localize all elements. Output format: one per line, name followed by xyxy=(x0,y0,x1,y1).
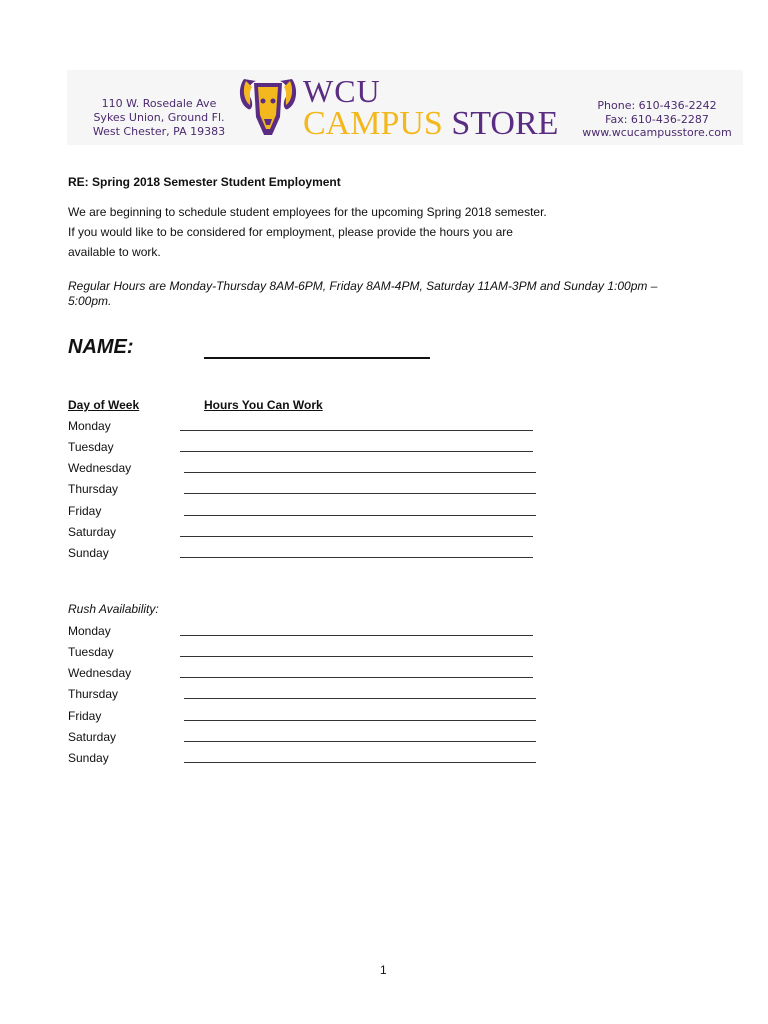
body-paragraph-line: available to work. xyxy=(68,245,161,259)
contact-phone: Phone: 610-436-2242 xyxy=(597,99,717,112)
store-address xyxy=(84,97,234,139)
ram-logo-icon xyxy=(236,73,300,139)
store-contact xyxy=(582,99,732,140)
body-paragraph-line: If you would like to be considered for employment, please provide the hours you are xyxy=(68,225,513,239)
hours-field-monday[interactable] xyxy=(180,430,533,431)
rush-hours-field-wednesday[interactable] xyxy=(180,677,533,678)
hours-field-wednesday[interactable] xyxy=(184,472,536,473)
page-number: 1 xyxy=(380,963,387,977)
logo-wordmark-campus-store xyxy=(303,104,558,144)
rush-hours-field-sunday[interactable] xyxy=(184,762,536,763)
name-label: NAME: xyxy=(68,336,134,358)
logo-campus-text: CAMPUS xyxy=(303,105,443,142)
day-label-sunday: Sunday xyxy=(68,546,109,560)
hours-field-saturday[interactable] xyxy=(180,536,533,537)
address-line: West Chester, PA 19383 xyxy=(92,125,226,138)
hours-field-thursday[interactable] xyxy=(184,493,536,494)
name-field[interactable] xyxy=(204,357,430,359)
hours-field-friday[interactable] xyxy=(184,515,536,516)
address-line: 110 W. Rosedale Ave xyxy=(101,97,217,110)
day-label-wednesday: Wednesday xyxy=(68,461,132,475)
rush-day-label-saturday: Saturday xyxy=(68,730,117,744)
rush-day-label-friday: Friday xyxy=(68,709,102,723)
rush-hours-field-friday[interactable] xyxy=(184,720,536,721)
rush-availability-label: Rush Availability: xyxy=(68,602,159,616)
rush-day-label-monday: Monday xyxy=(68,624,111,638)
rush-hours-field-tuesday[interactable] xyxy=(180,656,533,657)
contact-website: www.wcucampusstore.com xyxy=(582,126,732,139)
rush-day-label-wednesday: Wednesday xyxy=(68,666,132,680)
regular-hours-note: Regular Hours are Monday-Thursday 8AM-6PM, Friday 8AM-4PM, Saturday 11AM-3PM and Sunday 1:00pm – 5:00pm. xyxy=(68,279,658,308)
day-label-monday: Monday xyxy=(68,419,111,433)
hours-field-tuesday[interactable] xyxy=(180,451,533,452)
day-label-friday: Friday xyxy=(68,504,102,518)
rush-day-label-sunday: Sunday xyxy=(68,751,109,765)
column-header-hours: Hours You Can Work xyxy=(204,398,323,412)
body-paragraph-line: We are beginning to schedule student employees for the upcoming Spring 2018 semester. xyxy=(68,205,547,219)
column-header-day: Day of Week xyxy=(68,398,140,412)
logo-store-text: STORE xyxy=(451,105,559,142)
address-line: Sykes Union, Ground Fl. xyxy=(93,111,225,124)
day-label-saturday: Saturday xyxy=(68,525,117,539)
subject-line: RE: Spring 2018 Semester Student Employment xyxy=(68,175,341,189)
day-label-tuesday: Tuesday xyxy=(68,440,114,454)
logo-wordmark-wcu: WCU xyxy=(303,73,381,109)
rush-hours-field-saturday[interactable] xyxy=(184,741,536,742)
day-label-thursday: Thursday xyxy=(68,482,119,496)
rush-day-label-tuesday: Tuesday xyxy=(68,645,114,659)
rush-day-label-thursday: Thursday xyxy=(68,687,119,701)
contact-fax: Fax: 610-436-2287 xyxy=(605,112,709,126)
hours-field-sunday[interactable] xyxy=(180,557,533,558)
rush-hours-field-monday[interactable] xyxy=(180,635,533,636)
rush-hours-field-thursday[interactable] xyxy=(184,698,536,699)
